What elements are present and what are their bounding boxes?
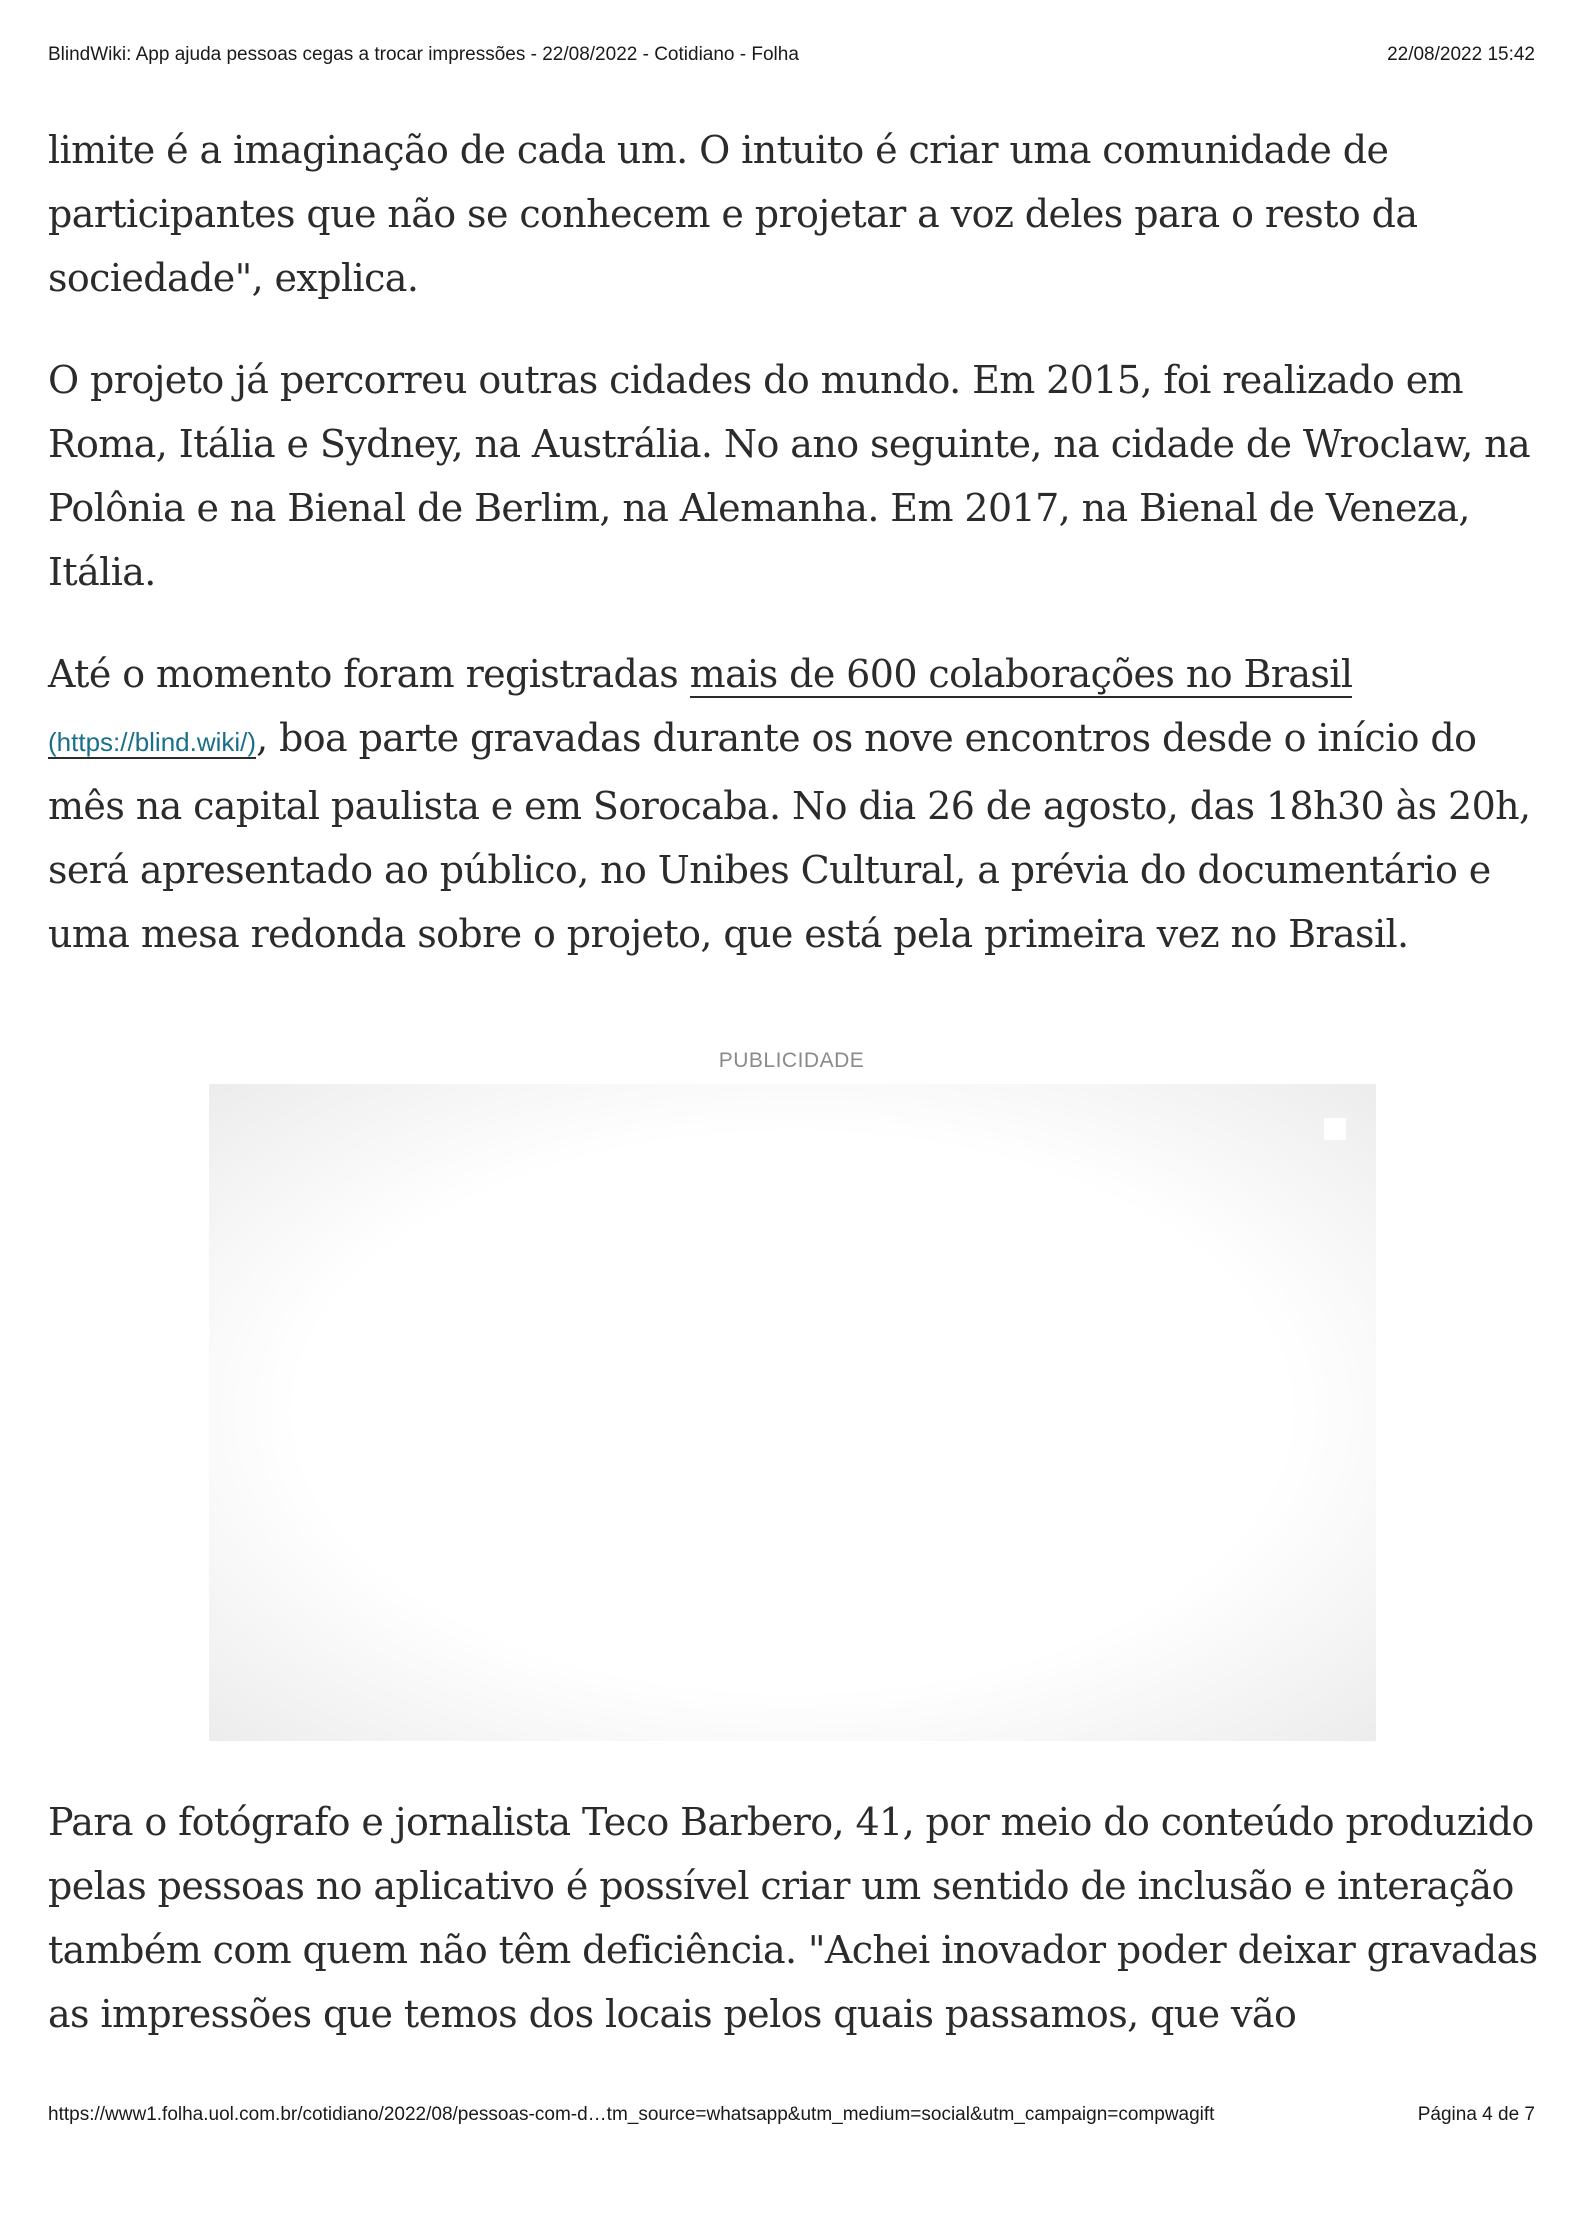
advertisement-slot[interactable] bbox=[209, 1084, 1376, 1741]
document-title: BlindWiki: App ajuda pessoas cegas a trocar impressões - 22/08/2022 - Cotidiano - Folha bbox=[48, 44, 799, 65]
article-paragraph bbox=[48, 642, 1538, 966]
article-paragraph: Para o fotógrafo e jornalista Teco Barbero, 41, por meio do conteúdo produzido pelas pessoas no aplicativo é possível criar um sentido de inclusão e interação também com quem não têm deficiência. "Achei inovador poder deixar gravadas as impressões que temos dos locais pelos quais passamos, que vão bbox=[48, 1800, 1538, 2036]
article-body bbox=[48, 118, 1538, 1004]
advertisement-label: PUBLICIDADE bbox=[718, 1049, 865, 1072]
print-header bbox=[48, 44, 1535, 74]
ad-choices-icon[interactable] bbox=[1324, 1118, 1346, 1140]
print-datetime: 22/08/2022 15:42 bbox=[1387, 44, 1535, 65]
page-number: Página 4 de 7 bbox=[1417, 2104, 1535, 2125]
article-body-continued bbox=[48, 1790, 1548, 2084]
collaborations-link[interactable]: mais de 600 colaborações no Brasil bbox=[689, 652, 1353, 696]
paragraph-text: , boa parte gravadas durante os nove encontros desde o início do mês na capital paulista e em Sorocaba. No dia 26 de agosto, das 18h30 às 20h, será apresentado ao público, no Unibes Cultural, a prévia do documentário e uma mesa redonda sobre o projeto, que está pela primeira vez no Brasil. bbox=[48, 716, 1531, 956]
article-paragraph: limite é a imaginação de cada um. O intuito é criar uma comunidade de participantes que não se conhecem e projetar a voz deles para o resto da sociedade", explica. bbox=[48, 128, 1418, 300]
print-footer bbox=[48, 2104, 1535, 2134]
article-paragraph: O projeto já percorreu outras cidades do mundo. Em 2015, foi realizado em Roma, Itália e Sydney, na Austrália. No ano seguinte, na cidade de Wroclaw, na Polônia e na Bienal de Berlim, na Alemanha. Em 2017, na Bienal de Veneza, Itália. bbox=[48, 358, 1531, 594]
link-url[interactable]: (https://blind.wiki/) bbox=[48, 727, 257, 757]
paragraph-text: Até o momento foram registradas bbox=[48, 652, 690, 696]
document-url: https://www1.folha.uol.com.br/cotidiano/2022/08/pessoas-com-d…tm_source=whatsapp&utm_medium=social&utm_campaign=compwagift bbox=[48, 2104, 1215, 2125]
